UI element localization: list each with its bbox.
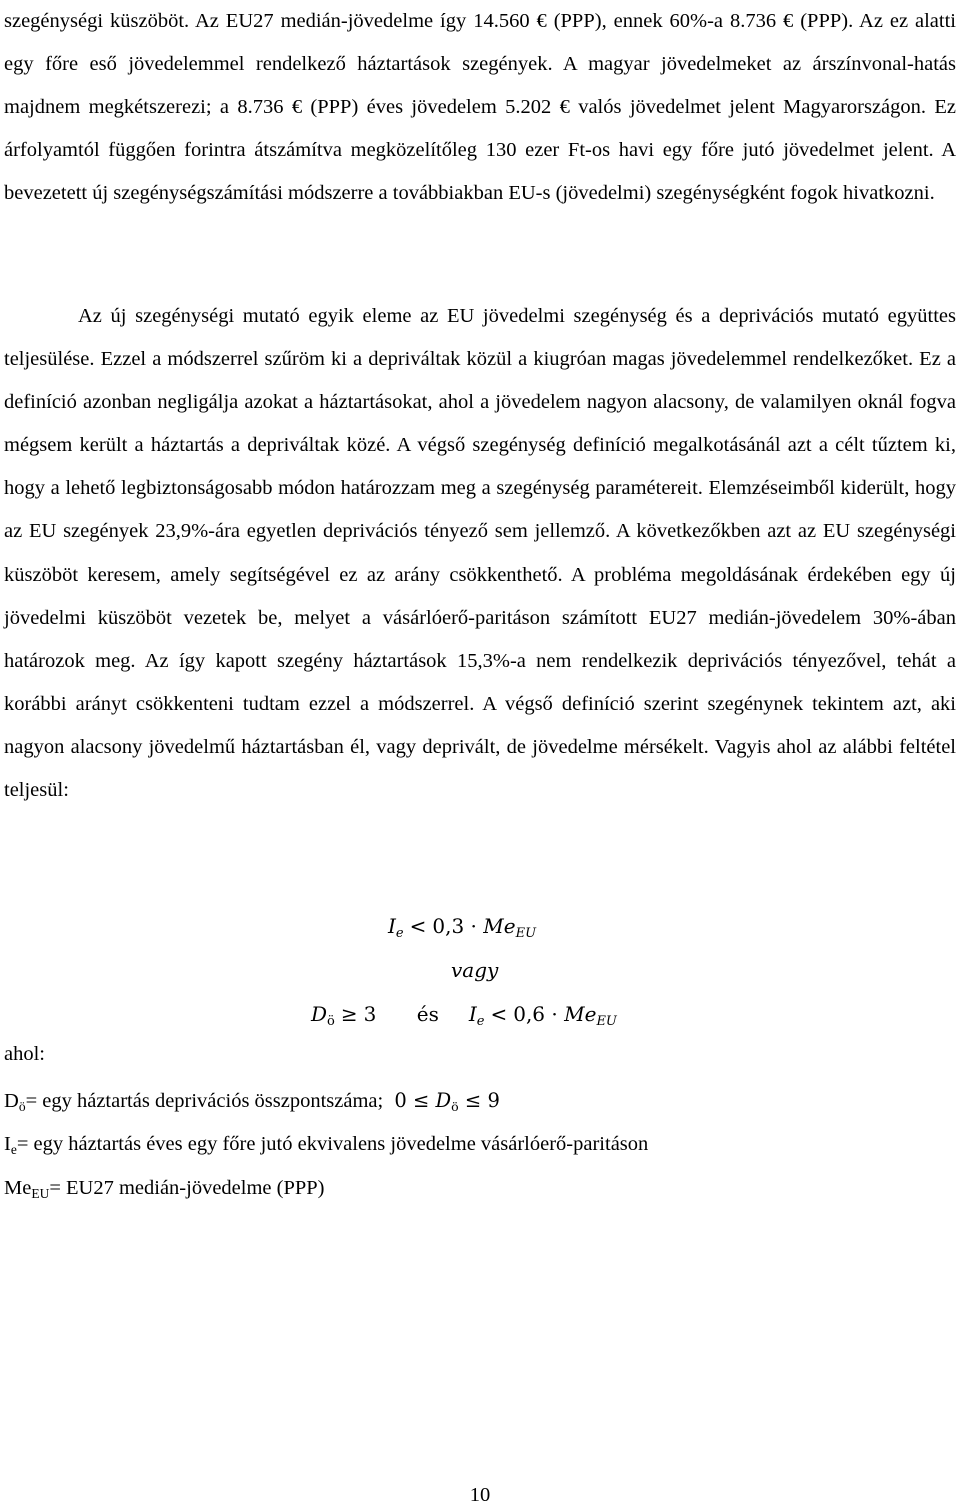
formula-line-or: vagy bbox=[451, 958, 499, 982]
formula-coefficient: 0,3 bbox=[432, 914, 465, 938]
formula-me: Me bbox=[483, 914, 516, 938]
def-symbol-d-sub: ö bbox=[18, 1099, 26, 1114]
definitions-intro: ahol: bbox=[4, 1043, 45, 1065]
formula-me-2: Me bbox=[564, 1002, 597, 1026]
page-number: 10 bbox=[469, 1484, 491, 1506]
formula-var-i2-sub: e bbox=[476, 1014, 485, 1029]
formula-coefficient-2: 0,6 bbox=[513, 1002, 546, 1026]
def-text-me: = EU27 medián-jövedelme (PPP) bbox=[49, 1177, 325, 1199]
formula-line-income-condition bbox=[388, 914, 960, 941]
def-range-var: D bbox=[435, 1089, 452, 1112]
formula-var-i-sub: e bbox=[395, 926, 404, 941]
formula-dot: · bbox=[470, 914, 477, 938]
def-range-var-sub: ö bbox=[451, 1099, 459, 1114]
def-symbol-d: D bbox=[4, 1090, 19, 1112]
def-range-expression bbox=[388, 1089, 500, 1112]
def-text-i: = egy háztartás éves egy főre jutó ekvivalens jövedelme vásárlóerő-paritáson bbox=[16, 1133, 649, 1155]
definition-deprivation-score bbox=[4, 1089, 500, 1115]
formula-me-sub: EU bbox=[515, 926, 537, 941]
def-range-low: 0 bbox=[394, 1089, 407, 1112]
def-symbol-i: I bbox=[4, 1133, 11, 1155]
def-range-op2: ≤ bbox=[464, 1089, 482, 1112]
formula-threshold: 3 bbox=[363, 1002, 377, 1026]
definition-equivalent-income bbox=[4, 1133, 648, 1158]
def-symbol-me-sub: EU bbox=[31, 1186, 50, 1201]
formula-var-d-sub: ö bbox=[327, 1014, 335, 1029]
formula-less-than-2: < bbox=[490, 1002, 508, 1026]
def-symbol-me: Me bbox=[4, 1177, 32, 1199]
def-range-op: ≤ bbox=[412, 1089, 430, 1112]
def-text-d: = egy háztartás deprivációs összpontszáma; bbox=[25, 1090, 384, 1112]
formula-var-i2: I bbox=[468, 1002, 477, 1026]
def-symbol-i-sub: e bbox=[10, 1142, 17, 1157]
formula-dot-2: · bbox=[551, 1002, 558, 1026]
formula-line-deprivation-condition bbox=[311, 1002, 960, 1029]
formula-me-2-sub: EU bbox=[596, 1014, 617, 1029]
paragraph-new-poverty-indicator: Az új szegénységi mutató egyik eleme az EU jövedelmi szegénység és a deprivációs mutató együttes teljesülése. Ezzel a módszerrel szűröm ki a depriváltak közül a kiugróan magas jövedelemmel rendelkezőket. Ez a definíció azonban negligálja azokat a háztartásokat, ahol a jövedelem nagyon alacsony, de valamilyen oknál fogva mégsem került a háztartás a depriváltak közé. A végső szegénység definíció megalkotásánál azt a célt tűztem ki, hogy a lehető legbiztonságosabb módon határozzam meg a szegénység paramétereit. Elemzéseimből kiderült, hogy az EU szegények 23,9%-ára egyetlen deprivációs tényező sem jellemző. A következőkben azt az EU szegénységi küszöböt keresem, amely segítségével ez az arány csökkenthető. A probléma megoldásának érdekében egy új jövedelmi küszöböt vezetek be, melyet a vásárlóerő-paritáson számított EU27 medián-jövedelem 30%-ában határozok meg. Az így kapott szegény háztartások 15,3%-a nem rendelkezik deprivációs tényezővel, tehát a korábbi arányt csökkenteni tudtam ezzel a módszerrel. A végső definíció szerint szegénynek tekintem azt, aki nagyon alacsony jövedelmű háztartásban él, vagy deprivált, de jövedelme mérsékelt. Vagyis ahol az alábbi feltétel teljesül: bbox=[4, 305, 956, 802]
formula-and: és bbox=[416, 1002, 439, 1026]
definition-median-income bbox=[4, 1177, 325, 1202]
formula-var-d: D bbox=[311, 1002, 328, 1026]
paragraph-poverty-threshold: szegénységi küszöböt. Az EU27 medián-jövedelme így 14.560 € (PPP), ennek 60%-a 8.736 € (PPP). Az ez alatti egy főre eső jövedelemmel rendelkező háztartások szegények. A magyar jövedelmeket az árszínvonal-hatás majdnem megkétszerezi; a 8.736 € (PPP) éves jövedelem 5.202 € valós jövedelmet jelent Magyarországon. Ez árfolyamtól függően forintra átszámítva megközelítőleg 130 ezer Ft-os havi egy főre jutó jövedelmet jelent. A bevezetett új szegénységszámítási módszerre a továbbiakban EU-s (jövedelmi) szegénységként fogok hivatkozni. bbox=[4, 10, 956, 205]
formula-geq: ≥ bbox=[340, 1002, 358, 1026]
def-range-high: 9 bbox=[487, 1089, 500, 1112]
formula-var-i: I bbox=[388, 914, 396, 938]
formula-less-than: < bbox=[409, 914, 427, 938]
